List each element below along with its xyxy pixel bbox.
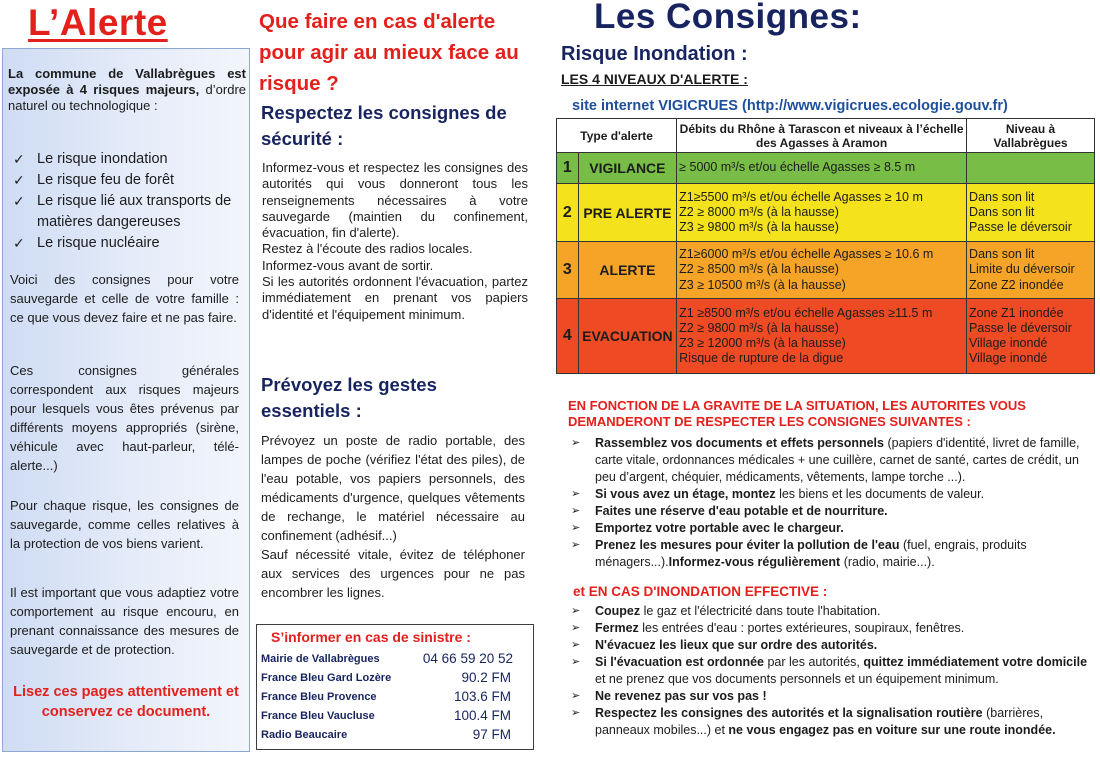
- contacts-title: S’informer en cas de sinistre :: [271, 629, 471, 645]
- alert-row: [557, 184, 1095, 242]
- niveau-line: Village inondé: [969, 351, 1048, 366]
- alert-niveau: [967, 242, 1095, 299]
- alert-row: [557, 153, 1095, 184]
- alert-debits: [677, 299, 967, 374]
- contact-row: France Bleu Vaucluse 100.4 FM: [261, 708, 511, 723]
- check-icon: ✓: [13, 151, 25, 167]
- alert-row: [557, 242, 1095, 299]
- risque-inondation-title: Risque Inondation :: [561, 43, 748, 65]
- arrow-bullet-icon: ➢: [571, 437, 581, 449]
- vigicrues-website: site internet VIGICRUES (http://www.vigicrues.ecologie.gouv.fr): [572, 98, 1008, 114]
- niveau-line: Limite du déversoir: [969, 262, 1075, 277]
- consignes-column: [552, 0, 1098, 758]
- arrow-bullet-icon: ➢: [571, 707, 581, 719]
- heading-gestes: Prévoyez les gestes essentiels :: [261, 374, 437, 421]
- niveau-line: Passe le déversoir: [969, 220, 1072, 235]
- alert-debits: [677, 242, 967, 299]
- niveau-line: Passe le déversoir: [969, 320, 1072, 335]
- arrow-bullet-icon: ➢: [571, 605, 581, 617]
- niveau-line: Zone Z1 inondée: [969, 305, 1064, 320]
- alert-row: [557, 299, 1095, 374]
- arrow-bullet-icon: ➢: [571, 656, 581, 668]
- niveau-line: Zone Z2 inondée: [969, 277, 1064, 292]
- alert-niveau: [967, 184, 1095, 242]
- debit-line: Z1≥5500 m³/s et/ou échelle Agasses ≥ 10 m: [679, 189, 923, 204]
- header-niveau: Niveau à Vallabrègues: [967, 119, 1095, 153]
- niveau-line: Village inondé: [969, 336, 1048, 350]
- consigne-item: ➢ Faites une réserve d'eau potable et de nourriture.: [571, 504, 888, 518]
- debit-line: Z1 ≥8500 m³/s et/ou échelle Agasses ≥11.5 m: [679, 305, 933, 320]
- arrow-bullet-icon: ➢: [571, 690, 581, 702]
- contact-row: France Bleu Provence 103.6 FM: [261, 689, 511, 704]
- debit-line: Z3 ≥ 9800 m³/s (à la hausse): [679, 220, 839, 235]
- check-icon: ✓: [13, 193, 25, 209]
- risk-item: ✓ Le risque feu de forêt: [10, 170, 246, 191]
- niveau-line: Dans son lit: [969, 247, 1035, 262]
- arrow-bullet-icon: ➢: [571, 505, 581, 517]
- que-faire-column: [254, 0, 546, 758]
- alert-debits: [677, 153, 967, 184]
- paragraph-consignes: Voici des consignes pour votre sauvegarde et celle de votre famille : ce que vous devez faire et ne pas faire.: [10, 272, 239, 325]
- alerte-column: [0, 0, 252, 758]
- consigne-item: ➢ N'évacuez les lieux que sur ordre des autorités.: [571, 638, 878, 652]
- consigne-item: ➢ Emportez votre portable avec le chargeur.: [571, 521, 844, 535]
- consignes-title: Les Consignes:: [594, 0, 862, 36]
- arrow-bullet-icon: ➢: [571, 522, 581, 534]
- contact-row: Radio Beaucaire 97 FM: [261, 727, 511, 742]
- levels-heading: LES 4 NIVEAUX D'ALERTE :: [561, 71, 748, 87]
- alert-debits: [677, 184, 967, 242]
- check-icon: ✓: [13, 235, 25, 251]
- risk-item: ✓ Le risque inondation: [10, 149, 246, 170]
- header-type: Type d'alerte: [557, 119, 677, 153]
- inondation-effective-title: et EN CAS D'INONDATION EFFECTIVE :: [573, 584, 828, 599]
- intro-text: [8, 66, 246, 114]
- debit-line: Z2 ≥ 9800 m³/s (à la hausse): [679, 320, 839, 335]
- alerte-title: L’Alerte: [28, 2, 168, 43]
- alert-number: 3: [557, 242, 579, 299]
- arrow-bullet-icon: ➢: [571, 639, 581, 651]
- debit-line: Risque de rupture de la digue: [679, 351, 844, 366]
- consigne-item: ➢ Ne revenez pas sur vos pas !: [571, 689, 767, 703]
- alert-niveau: [967, 153, 1095, 184]
- respect-text: Informez-vous et respectez les consignes des autorités qui vous donneront tous les renseignements nécessaires à votre sauvegarde (maintien du confinement, évacuation, fin d'alerte). Restez à l'écoute des radios locales. Informez-vous avant de sortir. Si les autorités ordonnent l'évacuation, partez immédiatement en prenant vos papiers d'identité et l'équipement minimum.: [262, 160, 528, 322]
- alert-levels-table: [556, 118, 1095, 374]
- check-icon: ✓: [13, 172, 25, 188]
- header-debits: Débits du Rhône à Tarascon et niveaux à l’échelle des Agasses à Aramon: [677, 119, 967, 153]
- alert-number: 4: [557, 299, 579, 374]
- consigne-item: ➢ Respectez les consignes des autorités et la signalisation routière (barrières, panneaux mobiles...) et ne vous engagez pas en voiture sur une route inondée.: [571, 706, 1056, 737]
- alert-niveau: [967, 299, 1095, 374]
- heading-respectez: Respectez les consignes de sécurité :: [261, 102, 507, 149]
- debit-line: Z2 ≥ 8000 m³/s (à la hausse): [679, 204, 839, 219]
- consignes-list: [568, 435, 1092, 571]
- consigne-item: ➢ Coupez le gaz et l'électricité dans toute l'habitation.: [571, 604, 881, 618]
- niveau-line: Dans son lit: [969, 204, 1035, 219]
- consigne-item: ➢ Si l'évacuation est ordonnée par les autorités, quittez immédiatement votre domicile et ne prenez que vos documents personnels et un équipement minimum.: [571, 655, 1088, 686]
- alert-number: 2: [557, 184, 579, 242]
- debit-line: Z2 ≥ 8500 m³/s (à la hausse): [679, 262, 839, 277]
- debit-line: Z1≥6000 m³/s et/ou échelle Agasses ≥ 10.6 m: [679, 247, 934, 262]
- consigne-item: ➢ Si vous avez un étage, montez les biens et les documents de valeur.: [571, 487, 985, 501]
- intro-bold: La commune de Vallabrègues est exposée à 4 risques majeurs,: [8, 66, 246, 97]
- warning-keep-document: Lisez ces pages attentivement et conservez ce document.: [13, 684, 239, 720]
- debit-line: Z3 ≥ 12000 m³/s (à la hausse): [679, 336, 846, 350]
- alert-type: PRE ALERTE: [578, 184, 677, 242]
- table-header-row: [557, 119, 1095, 153]
- consigne-item: ➢ Prenez les mesures pour éviter la pollution de l'eau (fuel, engrais, produits ménagers...).Informez-vous régulièrement (radio, mairie...).: [571, 538, 1027, 569]
- arrow-bullet-icon: ➢: [571, 539, 581, 551]
- consignes-generales-title: EN FONCTION DE LA GRAVITE DE LA SITUATION, LES AUTORITES VOUS DEMANDERONT DE RESPECTER LES CONSIGNES SUIVANTES :: [568, 398, 1026, 429]
- risk-item: ✓ Le risque lié aux transports de matières dangereuses: [13, 193, 232, 230]
- consigne-item: ➢ Rassemblez vos documents et effets personnels (papiers d'identité, livret de famille, carte vitale, ordonnances médicales + une cuillère, carnet de santé, cartes de crédit, un peu d’argent, chéquier, médicaments, vêtements, lampe torche ...).: [571, 436, 1080, 484]
- debit-line: Z3 ≥ 10500 m³/s (à la hausse): [679, 277, 846, 292]
- intro-rest: d’ordre naturel ou technologique :: [8, 82, 247, 113]
- alert-number: 1: [557, 153, 579, 184]
- arrow-bullet-icon: ➢: [571, 622, 581, 634]
- paragraph-comportement: Il est important que vous adaptiez votre comportement au risque encouru, en prenant connaissance des mesures de sauvegarde et de protection.: [10, 585, 239, 657]
- contact-row: Mairie de Vallabrègues 04 66 59 20 52: [261, 651, 513, 666]
- paragraph-chaque-risque: Pour chaque risque, les consignes de sauvegarde, comme celles relatives à la protection de vos biens varient.: [10, 498, 239, 551]
- niveau-line: Dans son lit: [969, 189, 1035, 204]
- question-heading: Que faire en cas d'alerte pour agir au mieux face au risque ?: [259, 10, 519, 95]
- consigne-item: ➢ Fermez les entrées d'eau : portes extérieures, soupiraux, fenêtres.: [571, 621, 965, 635]
- alert-type: ALERTE: [578, 242, 677, 299]
- inondation-list: [568, 603, 1092, 739]
- gestes-text: Prévoyez un poste de radio portable, des lampes de poche (vérifiez l'état des piles), de l'eau potable, vos papiers personnels, des médicaments d'urgence, quelques vêtements de rechange, le matériel nécessaire au confinement (adhésif...) Sauf nécessité vitale, évitez de téléphoner aux services des urgences pour ne pas encombrer les lignes.: [261, 433, 525, 600]
- contacts-box: [256, 624, 534, 750]
- alert-type: VIGILANCE: [578, 153, 677, 184]
- arrow-bullet-icon: ➢: [571, 488, 581, 500]
- alert-type: EVACUATION: [578, 299, 677, 374]
- debit-line: ≥ 5000 m³/s et/ou échelle Agasses ≥ 8.5 m: [679, 160, 916, 175]
- contact-row: France Bleu Gard Lozère 90.2 FM: [261, 670, 511, 685]
- risk-item: ✓ Le risque nucléaire: [10, 233, 246, 254]
- risk-list: [10, 149, 246, 254]
- paragraph-generales: Ces consignes générales correspondent aux risques majeurs pour lesquels vous êtes prévenus par différents moyens appropriés (sirène, véhicule avec haut-parleur, télé-alerte...): [10, 363, 239, 473]
